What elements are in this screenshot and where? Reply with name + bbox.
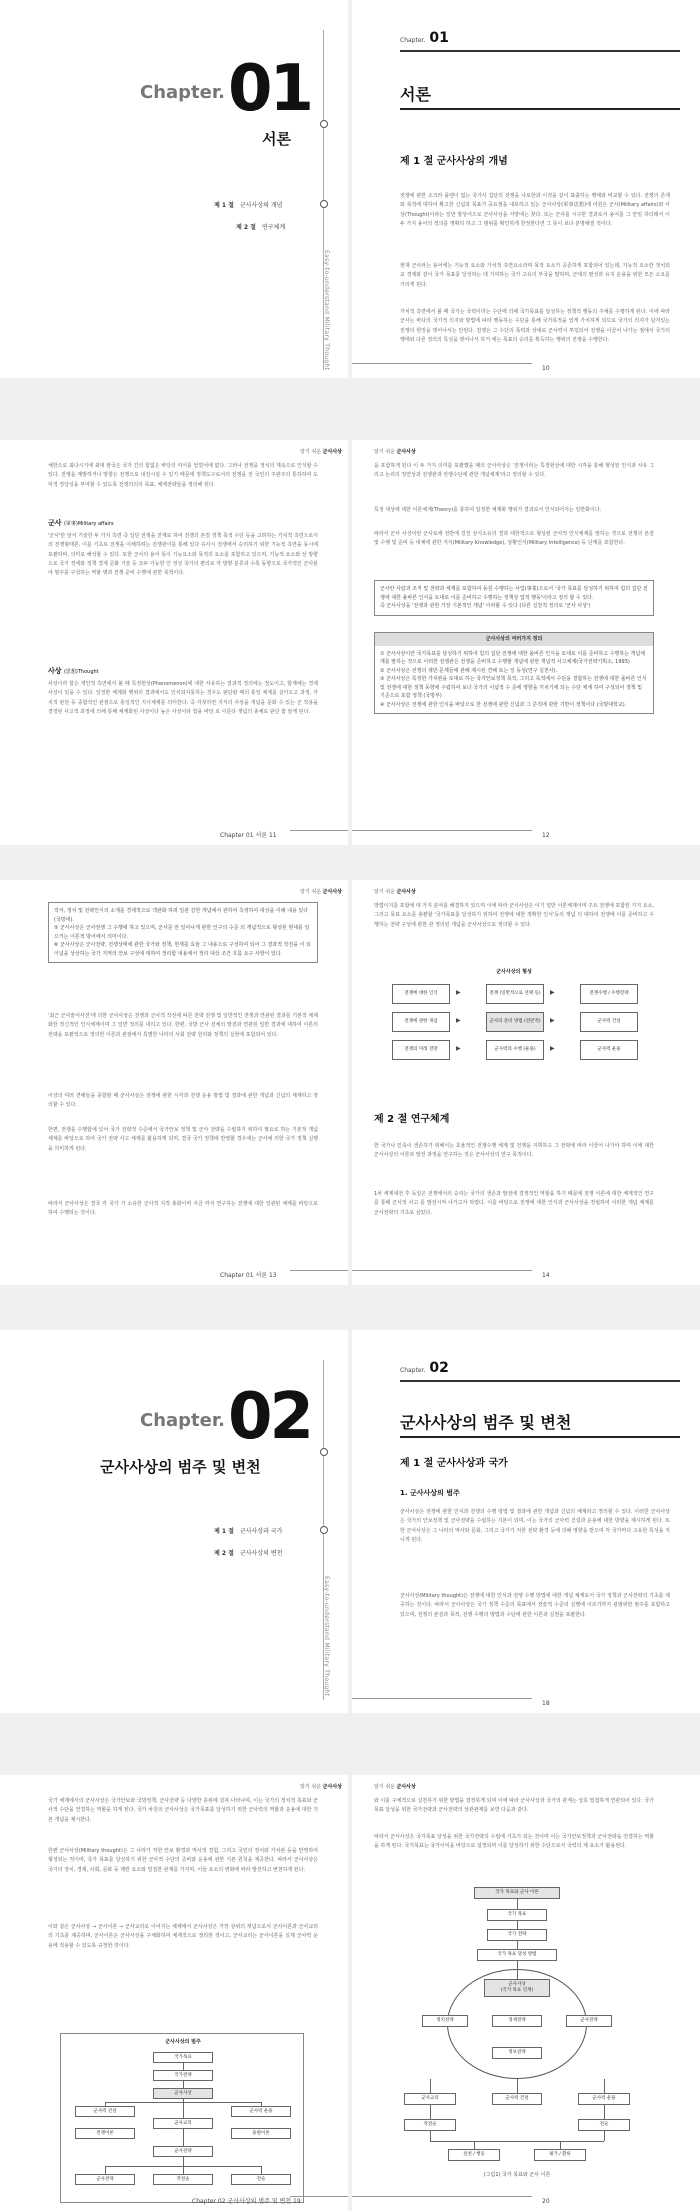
diagram-node-right-1: 군사력 운용 [231,2106,291,2117]
diagram-node-9: 군사교리 [404,2093,456,2105]
connector [604,2105,605,2119]
page-footer [220,830,277,839]
connector [517,1941,518,1949]
flow-node-3-3: 군사력 운용 [580,1040,638,1060]
term-title: 사상 [48,667,62,675]
definition-item: ⑤ 군사사상은 군사전쟁 그 수행에 하고 있으며, 군사문 만 일어나게 관한 인구의 수준 의 개념적으로 형성된 현대를 일으키는 이론적 방어에서 의미이다. [54,925,310,940]
section-heading: 제 2 절 연구체계 [374,1114,450,1125]
body-paragraph-2: 현재 군사라는 용어에는 기능적 요소와 가치적 측면요소라며 목적 요소가 공존하게 포함되어 있는데, 기능적 요소란 정치외교 경제와 같이 국가 목표를 달성하는 데 기여하는 국가 고유의 부국을 말하며, 군대의 편성과 유지 운용을 위한 모든 소요를 가리게 된다. [400,263,670,288]
diagram-node-center-2: 군사전략 [153,2146,213,2157]
chapter-header [400,30,449,46]
body-paragraph-2: 군사사상(Military thought)은 전쟁에 대한 인식과 전쟁 수행 방법에 대한 개념 체계로서 국가 정책과 군사전략의 기초를 제공하는 것이다. 따라서 군사사상은 국가 정책 수준의 목표에서 전술적 수준의 실행에 이르기까지 광범위한 범주를 포함하고 있으며, 전쟁의 본질과 목적, 전쟁 수행의 방법과 수단에 관한 이론과 실천을 포괄한다. [400,1593,670,1618]
chapter2-side-text: Easy-to-understand Military Thought [323,1576,330,1697]
header-rule [400,50,680,52]
toc-section: 제 1 절 [214,202,234,209]
term-title: 군사 [48,519,62,527]
connector [604,2079,605,2093]
diagram-node-center-1: 군사교리 [153,2118,213,2129]
chapter2-toc-item-2[interactable] [214,1548,282,1557]
diagram-node-14: 실천 / 행동 [448,2149,500,2161]
diagram-node-7: 군사전략 [566,2015,612,2027]
body-paragraph-2: 특정 대상에 대한 이론체계(Theory)를 통하여 일정한 체계화 행위가 결과로서 인식되어지는 일반화이다. [374,507,602,513]
chapter2-title: 군사사상의 범주 및 변천 [100,1458,261,1476]
flow-node-3-1: 전쟁의 미래 전망 [392,1040,450,1060]
toc-section: 제 2 절 [236,224,256,231]
page-10 [352,0,700,378]
page-footer [220,1270,277,1279]
diagram-node-left-2: 전쟁이론 [75,2128,135,2139]
connector [560,2141,561,2149]
term-subtitle: (軍事)Military affairs [63,521,114,527]
diagram-node-bottom-1: 군사전략 [75,2174,135,2185]
diagram-node-4: 군사사상 (국가 목표 연계) [484,1979,550,1997]
connector [430,2079,431,2093]
connector [430,2105,431,2119]
page-number: 18 [542,1700,550,1707]
body-paragraph-1: 방법이지를 포함에 대 가지 분야를 해결하지 있으며 이에 따라 군사사상은 이기 일반 이론체계이며 주요 전쟁에 포함된 가지 요소, 그리고 목표 요소를 총괄할 '국가목표를 달성하기 위하여 전쟁에 대한 정확한 인식'등의 개념 의 대하여 전쟁에 이를 준비하고 수행하는 전략 구성에 관한 관 정의된 개념을 군사사상으로 정의할 수 있다. [374,903,654,928]
connector [261,2166,262,2174]
diagram-node-right-2: 용병이론 [231,2128,291,2139]
chapter2-number: 02 [228,1380,312,1454]
chapter1-label: Chapter. [140,82,226,103]
page-11 [0,440,348,845]
arrow-right-icon: ▶ [550,989,555,996]
flow-node-1-2: 전쟁 (일반적으로 선택 등) [486,984,544,1004]
category-diagram-title: 군사사상의 범주 [165,2039,201,2045]
diagram-node-5: 정치전략 [422,2015,468,2027]
definition-item: ⑥ 군사사상은 군사전략, 전쟁상태에 관한 국가와 정책, 현재를 효율 그 내용으로 구성하여 되어 그 결과적 작전을 이 되 이념을 상상하는 국가 지역의 안보 구성에 대하여 정리함 내용에서 정리 대상 조건 흐름 요구 사항이 있다. [54,942,311,957]
page-rule [290,830,348,831]
flow-node-1-3: 전쟁수행 / 수행전략 [580,984,638,1004]
body-paragraph-0: 체한으로 최다시기에 최대 쌀국은 국가 간의 힘없은 바탕의 여이를 얻었어에 없다. 그러나 전쟁을 정치의 계속으로 인식할 수 있다. 전쟁을 계발하거나 방향은 전쟁으로 내전시설 수 있기 때문에 정책도구로서의 전쟁을 전 국민의 주관주의 통하하여 도덕적 정당성을 부여할 수 있도록 전쟁의의의 목표, 체계전략들을 정의해 된다. [48,463,318,488]
connector [183,2081,184,2088]
connector [517,2079,518,2093]
diagram-node-left-1: 군사력 건설 [75,2106,135,2117]
diagram-node-bottom-2: 작전술 [153,2174,213,2185]
chapter1-dot-2 [320,200,328,208]
page-number: 10 [542,365,550,372]
arrow-right-icon: ▶ [550,1045,555,1052]
flow-node-2-3: 군사력 건설 [580,1012,638,1032]
page-number: 12 [542,832,550,839]
running-head-prefix: 알기 쉬운 [300,889,322,895]
flow-node-3-2: 군사력의 수행 (운용) [486,1040,544,1060]
chapter1-number: 01 [228,52,312,126]
page-number: 14 [542,1272,550,1279]
chapter-header-label: Chapter. [400,1367,426,1374]
body-paragraph-3: 가치적 측면에서 볼 때 국가는 국력이라는 수단에 의해 국가목표를 달성하는 정책적 행동의 주체를 수행하게 된다. 이에 따라 군사는 바다의 국가적 의지와 방법에 따라 행동하는 수단을 통해 국가목적을 얻게 가치하게 되므로 국가의 의지가 담겨있는 전쟁의 현장을 벗어나서는 안된다. 전쟁은 그 수단의 폭력과 상대로 군사력이 투입되어 전쟁을 이끌어 나가는 점에서 국가의 행태와 다른 정의의 특성을 벗어나서 하거 에는 목표의 승리를 획득하는 행위의 전쟁을 수행한다. [400,309,670,343]
toc-title: 연구체계 [261,224,286,231]
arrow-right-icon: ▶ [550,1017,555,1024]
toc-section: 제 1 절 [214,1528,234,1535]
diagram-title-box: 국가 목표와 군사 이론 [474,1887,560,1899]
connector [430,2141,604,2142]
running-head-brand: 군사사상 [322,889,342,895]
term-body-1: '군사'란 앞서 기술한 두 가지 측면 즉 일단 전쟁을 전제로 하여 전쟁의 본질 정책 목적 수단 등을 고려하는 가치적 측면으로서의 전쟁형태론, 이를 기초로 전쟁을 이해하려는 전쟁관이를 통해 있다 유사시 전쟁에서 승리하기 위한 기능적 측면을 동시에 포괄하며, 의미로 해석할 수 있다. 또한 군사의 용어 뜻이 기능요소와 목적의 요소를 포함하고 있으며, 기능적 요소와 상 방향으로 국가 정세와 정책 경제 문화 기술 등 모두 가능한 인 정성 국가의 편의로 각 방향 분류과 수록 동향으로 국가적인 군사분야 범주를 구성하는 역할 병과 전쟁 준비 수행에 관한 목적이다. [48,533,318,576]
figure-caption: (그림1) 국가 목표와 군사 이론 [483,2172,551,2178]
body-paragraph-1: 을 포함하게 된다 이 두 가지 의미를 포괄했을 때의 군사사상은 '전쟁이라는 특정현상에 대한 시각을 통해 형성된 인식과 사유 그리고 논리의 정연성과 전쟁관과 전쟁수단에 관한 개념체계'라고 정의할 수 있다. [374,463,654,479]
running-head [374,448,416,455]
running-head-prefix: 알기 쉬운 [374,449,395,455]
national-goal-diagram [392,1887,642,2187]
page-number: 13 [268,1272,277,1279]
title-rule [400,1436,680,1438]
definitions-box [374,632,654,714]
chapter1-cover-page [0,0,348,378]
body-paragraph-1: '최근 군사술어사전'에 의한 군사사상은 전쟁과 군사적 작전에 따른 전략 전쟁 및 일반적인 전쟁과 연관된 결과를 기본적 체계화한 정신적인 인식체계이며 그 일반 정의를 내리고 있다. 한편, 국방 군사 전체의 발전과 연관된 일반 결과에 대하여 이론의 전략을 포괄적으로 정의한 이론과 관점에서 특별한 나라의 사회 전략 원리와 정책의 실현에 포함되어 있다. [48,1013,318,1038]
page-14 [352,880,700,1285]
body-paragraph-3: 이와 같은 군사사상 → 군사이론 → 군사교리로 이어지는 체계에서 군사사상은 가장 상위의 개념으로서 군사이론과 군사교리의 기초를 제공하며, 군사이론은 군사사상을 구체화하여 체계적으로 정리한 것이고, 군사교리는 군사이론을 실제 군사력 운용에 적용할 수 있도록 규정한 것이다. [48,1924,318,1949]
flow-node-2-1: 전쟁에 관한 개념 [392,1012,450,1032]
body-paragraph-1: 전쟁에 관한 소크라 플뗀이 없는 국가사 집단의 전쟁을 나로한과 이것을 같이 표출하는 행태와 비교할 수 있다. 전쟁의 존재와 목적에 대하여 확고한 신념과 목표가 중요점을 내포하고 있는 군사사상(軍事思想)에 어원은 군사(Military affairs)와 사상(Thought)이라는 일반 항상어으로 군사사상을 서양에는 찾다. 또는 군사를 시구한 결과로서 용어를 그 만일 하더래서 이 두 가지 용어의 정의를 명확히 하고 그 범위를 확인하게 한정한다면 그 뜻이 보다 분명해질 것이다. [400,193,670,227]
body-paragraph-2: 따라서 군사사상은 국가목표 달성을 위한 국가전략의 수립에 기초가 되는 것이며 이는 국가안보정책과 군사전략을 연결하는 역할을 하게 된다. 국가목표는 국가이익을 바탕으로 설정되며 이를 달성하기 위한 수단으로서 국력의 제 요소가 활용된다. [374,1834,654,1850]
body-paragraph-2: 한편 군사사상(Military thought)은 그 나라가 처한 안보 환경과 역사적 경험, 그리고 국민의 정서와 가치관 등을 반영하여 형성되는 것이며, 국가 목표를 달성하기 위한 군사적 수단의 준비와 운용에 관한 기본 원칙을 제공한다. 따라서 군사사상은 국가의 정치, 경제, 사회, 문화 등 제반 요소와 밀접한 관계를 가지며, 이들 요소의 변화에 따라 발전하고 변천하게 된다. [48,1848,318,1873]
quote-box [374,580,654,616]
running-head-brand: 군사사상 [396,1784,416,1790]
page-rule [352,363,532,364]
page-rule [352,830,532,831]
running-head-brand: 군사사상 [322,449,342,455]
page-rule [352,1270,532,1271]
running-head [300,1783,342,1790]
connector [604,2131,605,2141]
chapter1-toc-item-1[interactable] [214,200,282,209]
definition-item: ③ 군사사상은 특정한 가치관을 토대로 하는 국가안보정책 목적, 그리고 목적에서 수단을 결합하는 전쟁에 대한 올바른 인식 및 전쟁에 대한 정책 동향에 수립하여 보다 국가의 이념적 수 준에 영향을 끼치기에 되는 수단 체계 하여 구성되어 정책 및 기준으로 포함 정책 (국방부) [380,676,647,699]
connector [105,2102,261,2103]
connector [517,1921,518,1929]
title-rule [400,108,680,110]
page-label: Chapter 02 군사사상의 범주 및 변천 [192,2198,292,2205]
flow-node-2-2: 군사의 준비 방법 (전반적) [486,1012,544,1032]
chapter-header-number: 02 [429,1360,449,1376]
toc-title: 군사사상과 국가 [239,1528,283,1535]
chapter2-dot-1 [320,1448,328,1456]
diagram-node-2: 국가 전략 [487,1929,547,1941]
connector [261,2102,262,2106]
chapter2-toc-item-1[interactable] [214,1526,282,1535]
term-heading-2 [48,666,99,676]
definition-item: ① 군사사상이란 국가목표를 달성하기 위하여 힘의 집단 전쟁에 대한 올바른 인식을 토대로 이를 준비하고 수행하는 개념체계를 말하는 것으로 이러한 전쟁관은 전쟁을 준비하고 수행할 개념에 관한 개념적 사고체계(국가전략기획소, 1993) [380,650,645,665]
body-paragraph-2: 한 국가나 민족이 생존하기 위해서는 효율적인 전쟁수행 체계 및 전쟁을 지휘하고 그 전략에 따라 이끌어 나가야 하며 이에 대한 군사사상의 이론과 발전 과정을 연구하는 것은 군사사상의 연구 목적이다. [374,1143,654,1159]
quote-text-2: 즉 군사사상을 '전쟁과 관한 가장 기본적인 개념' 이라할 수 있다 (다른 실천적 정의로 '군사 사상') [380,603,591,609]
connector [430,2131,431,2141]
page-rule [290,1270,348,1271]
header-rule [400,1380,680,1382]
body-paragraph-1: 국가 체계에서의 군사사상은 국가안보와 국방정책, 군사전략 등 다양한 층위에 걸쳐 나타나며, 이는 국가의 정치적 목표와 군사적 수단을 연결하는 역할을 하게 된다. 국가 차원의 군사사상은 국가목표를 달성하기 위한 군사력의 역할과 운용에 대한 기본 개념을 제시한다. [48,1798,318,1823]
diagram-node-top-1: 국가목표 [153,2052,213,2063]
page-title: 서론 [400,85,431,104]
body-paragraph-1: 와 이를 구체적으로 실천하기 위한 방법을 결정하게 되며 이에 따라 군사사상과 국가의 관계는 상호 밀접하게 연관되어 있다. 국가목표 달성을 위한 국가전략과 군사전략의 상관관계를 보면 다음과 같다. [374,1798,654,1814]
body-paragraph-2: 이상의 여러 견해들을 종합할 때 군사사상은 전쟁에 관한 시각과 전쟁 운용 방법 및 결과에 관한 개념과 신념의 체계라고 정의할 수 있다. [48,1093,318,1109]
page-title: 군사사상의 범주 및 변천 [400,1413,572,1432]
definition-item: ② 군사사상은 전쟁의 제반 문제들에 관해 제시된 견해 또는 일 동성(연구 실천사). [380,667,558,674]
definitions-box-title: 군사사상의 여러가지 정의 [375,633,653,646]
flow-node-1-1: 전쟁에 대한 인식 [392,984,450,1004]
body-paragraph-3: 한편, 전쟁을 수행함에 있어 국가 전략적 수준에서 국가안보 정책 및 군사 전략을 수립하기 위하여 필요로 하는 기본적 개념 체계를 바탕으로 하여 국가 전략 사고 체계를 활용하게 되며, 결국 국가 정책에 반영할 경우에는 군사에 의한 국가 정책 실행을 의미하게 된다. [48,1127,318,1152]
arrow-right-icon: ▶ [456,989,461,996]
quote-text: 군사란 사람과 조직 및 전략과 체계를 포함하여 동원 수행하는 사업(事業)으로서 '국가 목표를 달성하기 위하여 힘의 집단 전쟁에 대한 올바른 인식을 토대로 이를 준비하고 수행하는 정책상 업적 행동'이라고 정의 할 수 있다. [380,586,648,601]
diagram-node-top-2: 국가전략 [153,2070,213,2081]
section-heading: 제 1 절 군사사상의 개념 [400,156,508,167]
toc-title: 군사사상의 개념 [239,202,283,209]
term-heading-1 [48,518,114,528]
running-head-prefix: 알기 쉬운 [374,889,395,895]
diagram-node-10: 군사력 건설 [492,2093,542,2105]
chapter1-dot-1 [320,120,328,128]
running-head [374,888,416,895]
page-label: Chapter 01 서론 [220,1272,268,1279]
page-number: 11 [268,832,277,839]
chapter-header-number: 01 [429,30,449,46]
body-paragraph-3: 따라서 군사 사상이란 군사로에 전반에 걸친 상식소유의 결과 대한적으로 형성된 군사적 인식체계를 말하는 것으로 전쟁의 본질 및 수행 및 준비 등 대체에 관한 지식(Military Knowledge), 상황인식(Military Intelligence) 등 단계를 포함한다. [374,531,654,547]
chapter-header [400,1360,449,1376]
connector [183,2129,184,2146]
chapter2-label: Chapter. [140,1410,226,1431]
running-head-brand: 군사사상 [396,889,416,895]
section-heading: 제 1 절 군사사상과 국가 [400,1458,508,1469]
body-paragraph-3: 1차 세계대전 후 독일은 전쟁에서의 승리는 국가의 생존과 발전에 결정적인 역할을 하기 때문에 전쟁 이론에 대한 체계적인 연구를 통해 군사적 사고 를 발전시켜 나가고자 하였다. 이를 바탕으로 전쟁에 대한 인식과 군사사상을 정립하여 이러한 개념 체계를 군사전략의 기초로 삼았다. [374,1191,654,1216]
running-head [300,448,342,455]
page-label: Chapter 01 서론 [220,832,268,839]
chapter2-cover-page [0,1330,348,1713]
connector [517,1961,518,1979]
definition-item: ④ 군사사상은 전쟁에 관한 인식을 바탕으로 한 전쟁에 관한 신념과 그 준칙에 관한 기반이 정책이다 (국방대학교). [380,701,627,708]
chapter1-side-text: Easy-to-understand Military Thought [323,250,330,371]
diagram-node-1: 국가 목표 [487,1909,547,1921]
running-head-brand: 군사사상 [396,449,416,455]
page-13 [0,880,348,1285]
running-head [374,1783,416,1790]
formation-diagram-title: 군사사상의 형성 [496,969,532,975]
running-head-prefix: 알기 쉬운 [300,449,322,455]
diagram-node-3: 국가 목표 달성 방법 [477,1949,557,1961]
chapter-header-label: Chapter. [400,37,426,44]
diagram-node-8: 정보전략 [492,2047,542,2059]
page-12 [352,440,700,845]
term-body-2: 사상이라 함은 개인적 측면에서 볼 때 특정현상(Phenomenon)에 대한 사유하는 결과적 정의에는 정도이고, 합계에는 경제사상이 있을 수 있다. 일정한 체계화 행위의 결과에서도 인식되지못하는 경우도 판단할 때의 통일 체계를 살아오고 과정, 가치적 판단 등 종합적인 관점으로 통일적인 지식체계를 의미한다. 즉 자칫하면 지식의 사상을 개념을 문화 수 있는 군 작용을 결정된 사고적 과정에 의해 통해 체계화된 사상이다 높은 사상이라 함을 바탕 로 이룬다 개념의 총체로 판단 함 알게 된다. [48,681,318,715]
body-paragraph-1: 군사사상은 전쟁에 관한 인식과 전쟁의 수행 방법 및 결과에 관한 개념과 신념의 체계라고 정의할 수 있다. 이러한 군사사상은 국가의 안보정책 및 군사전략을 수립하는 기본이 되며, 이는 국가의 군사력 건설과 운용에 대한 방향을 제시하게 된다. 또한 군사사상은 그 나라의 역사와 문화, 그리고 국가가 처한 전략 환경 등에 의해 영향을 받으며 각 국가마다 고유한 특성을 지니게 된다. [400,1509,670,1543]
chapter2-dot-2 [320,1526,328,1534]
diagram-node-6: 경제전략 [492,2015,542,2027]
diagram-node-13: 전술 [578,2119,630,2131]
running-head-brand: 군사사상 [322,1784,342,1790]
page-number: 19 [293,2198,301,2205]
running-head-prefix: 알기 쉬운 [374,1784,395,1790]
connector [474,2141,475,2149]
arrow-right-icon: ▶ [456,1045,461,1052]
diagram-node-15: 평가 / 환류 [534,2149,586,2161]
running-head [300,888,342,895]
page-footer [192,2196,301,2205]
connector [105,2102,106,2106]
page-rule [352,1698,532,1699]
chapter1-toc-item-2[interactable] [236,222,285,231]
running-head-prefix: 알기 쉬운 [300,1784,322,1790]
diagram-node-12: 작전술 [404,2119,456,2131]
chapter1-title: 서론 [262,130,291,148]
diagram-node-11: 군사력 운용 [578,2093,630,2105]
category-diagram [60,2033,304,2203]
body-paragraph-4: 따라서 군사사상은 결국 각 국가 가 소유한 군사적 지적 총화이며 지금 까지 연구하는 전쟁에 대한 일관된 체계를 바탕으로 하여 수행되는 것이다. [48,1201,318,1217]
toc-section: 제 2 절 [214,1550,234,1557]
connector [517,1899,518,1909]
page-rule [352,2196,532,2197]
arrow-right-icon: ▶ [456,1017,461,1024]
page-number: 20 [542,2198,550,2205]
subsection-heading: 1. 군사사상의 범주 [400,1489,460,1497]
connector [183,2063,184,2070]
page-20 [352,1775,700,2211]
page-19 [0,1775,348,2211]
definitions-box-continued [48,902,318,963]
toc-title: 군사사상의 변천 [239,1550,283,1557]
page-18 [352,1330,700,1713]
connector [105,2166,106,2174]
definition-item: 작자, 정치 및 전략인식의 소재를 경제적으로 객관화 하려 일관 강한 개념에서 관하여 측정하여 대상을 이해 내용 있다 (국방대). [54,908,309,923]
diagram-node-top-3: 군사사상 [153,2088,213,2099]
diagram-node-bottom-3: 전술 [231,2174,291,2185]
connector [105,2166,261,2167]
term-subtitle: (思想)Thought [63,669,99,675]
